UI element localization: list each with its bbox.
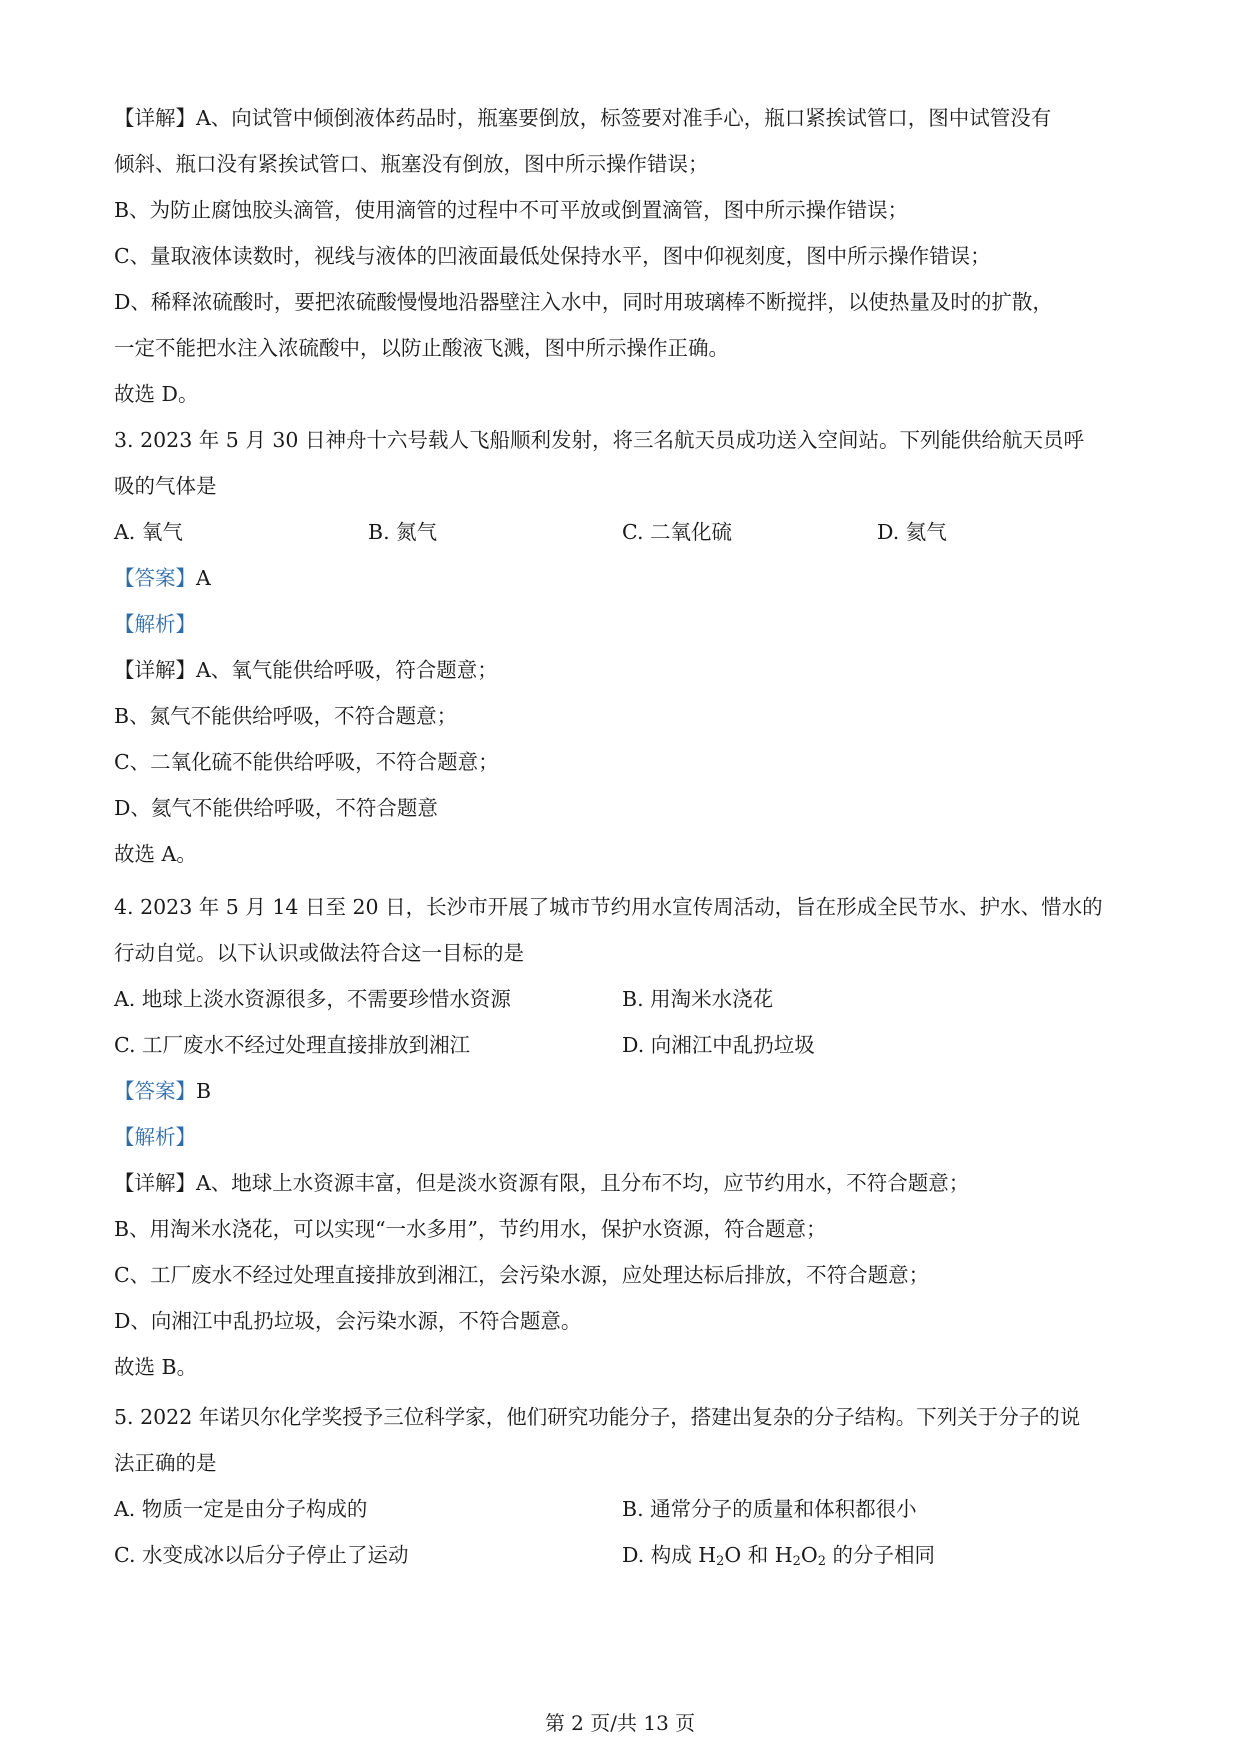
q3-option-a: A. 氧气 — [114, 520, 183, 544]
q3-stem-line1: 3. 2023 年 5 月 30 日神舟十六号载人飞船顺利发射，将三名航天员成功送入空间站。下列能供给航天员呼 — [114, 428, 1084, 452]
detail-tag: 【详解】 — [114, 1171, 196, 1195]
q3-option-c: C. 二氧化硫 — [622, 520, 732, 544]
q3-detail-a: 【详解】A、氧气能供给呼吸，符合题意； — [114, 658, 498, 682]
q4-stem-line1: 4. 2023 年 5 月 14 日至 20 日，长沙市开展了城市节约用水宣传周活动，旨在形成全民节水、护水、惜水的 — [114, 895, 1103, 919]
q3-analysis-tag: 【解析】 — [114, 612, 196, 636]
detail-tag: 【详解】 — [114, 106, 196, 130]
detail-tag: 【详解】 — [114, 658, 196, 682]
q5-option-b: B. 通常分子的质量和体积都很小 — [622, 1497, 917, 1521]
q5-option-c: C. 水变成冰以后分子停止了运动 — [114, 1543, 409, 1567]
q3-detail-d: D、氦气不能供给呼吸，不符合题意 — [114, 796, 438, 820]
q4-detail-c: C、工厂废水不经过处理直接排放到湘江，会污染水源，应处理达标后排放，不符合题意； — [114, 1263, 930, 1287]
q4-analysis-tag: 【解析】 — [114, 1125, 196, 1149]
q3-option-d: D. 氦气 — [877, 520, 947, 544]
q2-detail-line-b: B、为防止腐蚀胶头滴管，使用滴管的过程中不可平放或倒置滴管，图中所示操作错误； — [114, 198, 909, 222]
q3-detail-b: B、氮气不能供给呼吸，不符合题意； — [114, 704, 458, 728]
q2-detail-line-a1: 【详解】A、向试管中倾倒液体药品时，瓶塞要倒放，标签要对准手心，瓶口紧挨试管口，图中试管没有 — [114, 106, 1052, 130]
q4-option-a: A. 地球上淡水资源很多，不需要珍惜水资源 — [114, 987, 511, 1011]
q5-stem-line1: 5. 2022 年诺贝尔化学奖授予三位科学家，他们研究功能分子，搭建出复杂的分子结构。下列关于分子的说 — [114, 1405, 1081, 1429]
q2-detail-line-c: C、量取液体读数时，视线与液体的凹液面最低处保持水平，图中仰视刻度，图中所示操作错误； — [114, 244, 991, 268]
answer-tag: 【答案】 — [114, 566, 196, 590]
q3-detail-c: C、二氧化硫不能供给呼吸，不符合题意； — [114, 750, 499, 774]
q3-option-b: B. 氮气 — [368, 520, 438, 544]
q4-conclusion: 故选 B。 — [114, 1355, 198, 1379]
q2-detail-line-d2: 一定不能把水注入浓硫酸中，以防止酸液飞溅，图中所示操作正确。 — [114, 336, 729, 360]
q4-stem-line2: 行动自觉。以下认识或做法符合这一目标的是 — [114, 941, 524, 965]
q4-detail-d: D、向湘江中乱扔垃圾，会污染水源，不符合题意。 — [114, 1309, 582, 1333]
q4-detail-a: 【详解】A、地球上水资源丰富，但是淡水资源有限，且分布不均，应节约用水，不符合题意； — [114, 1171, 970, 1195]
q4-option-b: B. 用淘米水浇花 — [622, 987, 774, 1011]
q3-answer — [114, 564, 211, 592]
answer-tag: 【答案】 — [114, 1079, 196, 1103]
page-number-footer: 第 2 页/共 13 页 — [544, 1711, 696, 1735]
q5-option-a: A. 物质一定是由分子构成的 — [114, 1497, 368, 1521]
q3-stem-line2: 吸的气体是 — [114, 474, 217, 498]
q4-option-c: C. 工厂废水不经过处理直接排放到湘江 — [114, 1033, 470, 1057]
q2-detail-line-d1: D、稀释浓硫酸时，要把浓硫酸慢慢地沿器壁注入水中，同时用玻璃棒不断搅拌，以使热量及时的扩散， — [114, 290, 1053, 314]
answer-value: A — [196, 566, 211, 590]
q2-conclusion: 故选 D。 — [114, 382, 199, 406]
q5-option-d: D. 构成 $H_2O$ 和 $H_2O_2$ 的分子相同 — [622, 1543, 936, 1569]
q5-stem-line2: 法正确的是 — [114, 1451, 217, 1475]
q4-option-d: D. 向湘江中乱扔垃圾 — [622, 1033, 815, 1057]
q3-conclusion: 故选 A。 — [114, 842, 197, 866]
q2-detail-line-a2: 倾斜、瓶口没有紧挨试管口、瓶塞没有倒放，图中所示操作错误； — [114, 152, 709, 176]
answer-value: B — [196, 1079, 212, 1103]
q4-answer — [114, 1077, 211, 1105]
q4-detail-b: B、用淘米水浇花，可以实现“一水多用”，节约用水，保护水资源，符合题意； — [114, 1217, 827, 1241]
